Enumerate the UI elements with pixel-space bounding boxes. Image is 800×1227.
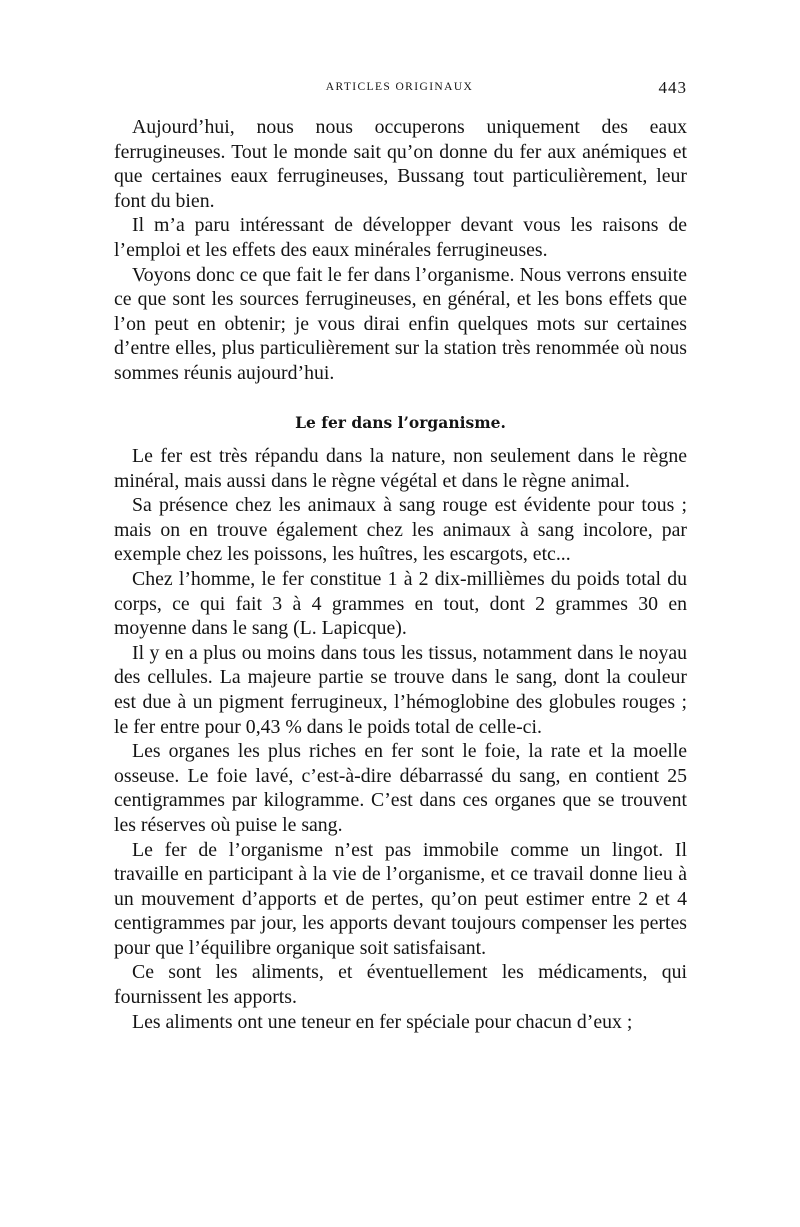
paragraph: Chez l’homme, le fer constitue 1 à 2 dix-millièmes du poids total du corps, ce qui fait 3 à 4 grammes en tout, dont 2 grammes 30 en moyenne dans le sang (L. Lapicque).	[114, 567, 687, 640]
section-heading: Le fer dans l’organisme.	[295, 413, 506, 432]
paragraph: Les aliments ont une teneur en fer spéciale pour chacun d’eux ;	[132, 1010, 633, 1033]
paragraph: Les organes les plus riches en fer sont le foie, la rate et la moelle osseuse. Le foie lavé, c’est-à-dire débarrassé du sang, en contient 25 centigrammes par kilogramme. C’est dans ces organes que se trouvent les réserves où puise le sang.	[114, 740, 687, 836]
paragraph: Voyons donc ce que fait le fer dans l’organisme. Nous verrons ensuite ce que sont les sources ferrugineuses, en général, et les bons effets que l’on peut en obtenir; je vous dirai enfin quelques mots sur certaines d’entre elles, plus particulièrement sur la station très renommée où nous sommes réunis aujourd’hui.	[114, 263, 687, 384]
paragraph: Ce sont les aliments, et éventuellement les médicaments, qui fournissent les apports.	[114, 961, 687, 1009]
paragraph: Il m’a paru intéressant de développer devant vous les raisons de l’emploi et les effets des eaux minérales ferrugineuses.	[114, 214, 687, 261]
paragraph: Sa présence chez les animaux à sang rouge est évidente pour tous ; mais on en trouve également chez les animaux à sang incolore, par exemple chez les poissons, les huîtres, les escargots, etc...	[114, 494, 687, 566]
running-title: ARTICLES ORIGINAUX	[325, 81, 474, 93]
paragraph: Le fer est très répandu dans la nature, non seulement dans le règne minéral, mais aussi dans le règne végétal et dans le règne animal.	[114, 445, 687, 492]
running-head	[112, 78, 687, 98]
intro-text	[114, 115, 687, 386]
paragraph: Il y en a plus ou moins dans tous les tissus, notamment dans le noyau des cellules. La majeure partie se trouve dans le sang, dont la couleur est due à un pigment ferrugineux, l’hémoglobine des globules rouges ; le fer entre pour 0,43 % dans le poids total de celle-ci.	[114, 641, 687, 738]
paragraph: Le fer de l’organisme n’est pas immobile comme un lingot. Il travaille en participant à la vie de l’organisme, et ce travail donne lieu à un mouvement d’apports et de pertes, qu’on peut estimer entre 2 et 4 centigrammes par jour, les apports devant toujours compenser les pertes pour que l’équilibre organique soit satisfaisant.	[114, 838, 687, 959]
page-number: 443	[658, 78, 687, 97]
section-text	[114, 444, 687, 1034]
paragraph: Aujourd’hui, nous nous occuperons uniquement des eaux ferrugineuses. Tout le monde sait qu’on donne du fer aux anémiques et que certaines eaux ferrugineuses, Bussang tout particulièrement, leur font du bien.	[114, 116, 687, 212]
